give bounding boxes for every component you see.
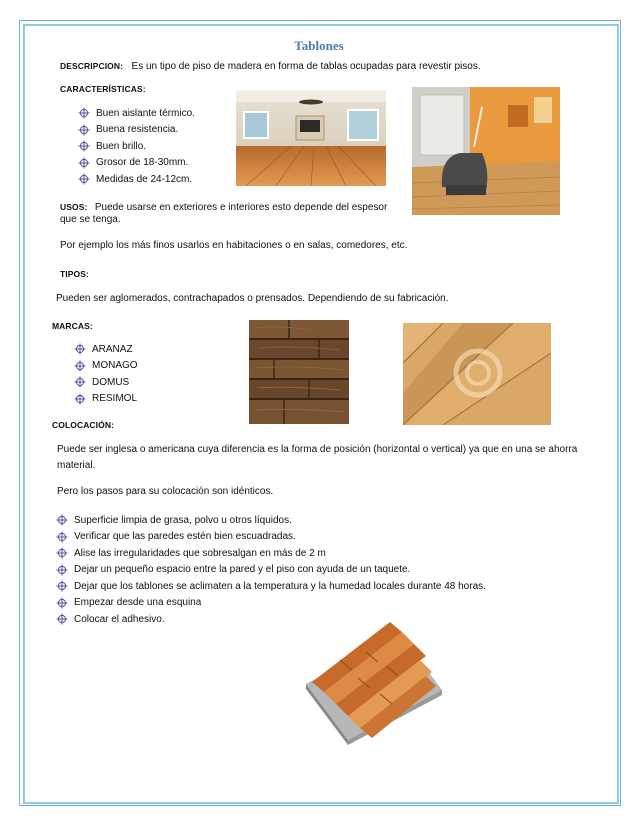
page-title: Tablones xyxy=(294,38,344,53)
list-item: Grosor de 18-30mm. xyxy=(78,155,195,172)
crosshair-bullet-icon xyxy=(56,547,68,559)
usos-example: Por ejemplo los más finos usarlos en habitaciones o en salas, comedores, etc. xyxy=(60,240,408,251)
list-item: RESIMOL xyxy=(74,391,138,408)
colocacion-line2: material. xyxy=(57,460,96,471)
colocacion-line1: Puede ser inglesa o americana cuya diferencia es la forma de posición (horizontal o vertical) ya que en una se ahorra xyxy=(57,444,578,455)
marcas-label: MARCAS: xyxy=(52,321,93,331)
crosshair-bullet-icon xyxy=(78,173,90,185)
colocacion-label: COLOCACIÓN: xyxy=(52,420,115,430)
light-wood-photo xyxy=(403,323,551,425)
descripcion-line xyxy=(60,56,481,74)
descripcion-label: DESCRIPCION: xyxy=(60,61,124,71)
orange-room-photo xyxy=(412,87,560,215)
list-item: ARANAZ xyxy=(74,341,138,358)
crosshair-bullet-icon xyxy=(56,531,68,543)
colocacion-pasos-intro: Pero los pasos para su colocación son idénticos. xyxy=(57,486,274,497)
tipos-text: Pueden ser aglomerados, contrachapados o prensados. Dependiendo de su fabricación. xyxy=(56,293,449,304)
usos-text: Puede usarse en exteriores e interiores esto depende del espesor xyxy=(94,202,388,213)
list-item: Empezar desde una esquina xyxy=(56,595,486,612)
crosshair-bullet-icon xyxy=(56,564,68,576)
list-item: DOMUS xyxy=(74,374,138,391)
crosshair-bullet-icon xyxy=(56,514,68,526)
usos-line1 xyxy=(60,197,387,215)
list-item: Buen brillo. xyxy=(78,138,195,155)
list-item: Verificar que las paredes estén bien escuadradas. xyxy=(56,529,486,546)
list-item: Dejar que los tablones se aclimaten a la temperatura y la humedad locales durante 48 horas. xyxy=(56,578,486,595)
crosshair-bullet-icon xyxy=(56,613,68,625)
plank-installation-photo xyxy=(300,612,445,747)
crosshair-bullet-icon xyxy=(56,597,68,609)
list-item: Alise las irregularidades que sobresalgan en más de 2 m xyxy=(56,545,486,562)
crosshair-bullet-icon xyxy=(78,157,90,169)
caracteristicas-label: CARACTERÍSTICAS: xyxy=(60,84,146,94)
crosshair-bullet-icon xyxy=(56,580,68,592)
crosshair-bullet-icon xyxy=(78,124,90,136)
usos-label: USOS: xyxy=(60,202,88,212)
crosshair-bullet-icon xyxy=(78,107,90,119)
caracteristicas-list xyxy=(78,105,195,188)
descripcion-text: Es un tipo de piso de madera en forma de tablas ocupadas para revestir pisos. xyxy=(131,61,481,72)
list-item: Colocar el adhesivo. xyxy=(56,611,486,628)
list-item: Buen aislante térmico. xyxy=(78,105,195,122)
rustic-planks-photo xyxy=(249,320,349,424)
list-item: Buena resistencia. xyxy=(78,122,195,139)
marcas-list xyxy=(74,341,138,407)
crosshair-bullet-icon xyxy=(78,140,90,152)
usos-line2: que se tenga. xyxy=(60,214,121,225)
tipos-label: TIPOS: xyxy=(60,269,89,279)
list-item: MONAGO xyxy=(74,358,138,375)
crosshair-bullet-icon xyxy=(74,376,86,388)
crosshair-bullet-icon xyxy=(74,343,86,355)
list-item: Medidas de 24-12cm. xyxy=(78,171,195,188)
colocacion-steps-list xyxy=(56,512,486,628)
crosshair-bullet-icon xyxy=(74,393,86,405)
list-item: Superficie limpia de grasa, polvo u otros líquidos. xyxy=(56,512,486,529)
list-item: Dejar un pequeño espacio entre la pared y el piso con ayuda de un taquete. xyxy=(56,562,486,579)
living-room-photo xyxy=(236,90,386,186)
crosshair-bullet-icon xyxy=(74,360,86,372)
